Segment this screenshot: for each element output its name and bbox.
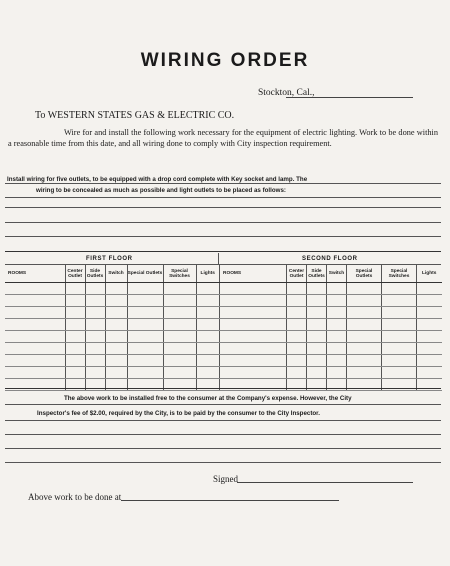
table-row[interactable] [220,367,442,379]
notes-line-1[interactable] [5,434,441,435]
table-row[interactable] [5,319,219,331]
table-row[interactable] [5,295,219,307]
first-floor-title: FIRST FLOOR [86,256,133,262]
special-outlets-header: Special Outlets [347,265,382,283]
placement-line-3[interactable] [5,222,441,223]
side-outlets-header: Side Outlets [85,265,105,283]
table-row[interactable] [5,367,219,379]
center-outlet-header: Center Outlet [287,265,307,283]
side-outlets-header: Side Outlets [307,265,327,283]
placement-line-1[interactable] [5,197,441,198]
done-at-label: Above work to be done at [28,492,122,502]
table-row[interactable] [220,331,442,343]
conceal-note: wiring to be concealed as much as possible and light outlets to be placed as follows: [36,187,286,194]
rule [5,420,441,421]
placement-line-4[interactable] [5,236,441,237]
switch-header: Switch [105,265,127,283]
placement-line-2[interactable] [5,207,441,208]
install-note: Install wiring for five outlets, to be equipped with a drop cord complete with Key socket and lamp. The [7,176,308,183]
rooms-header: ROOMS [5,265,65,283]
table-row[interactable] [220,355,442,367]
instructions-paragraph [8,127,438,149]
notes-line-2[interactable] [5,448,441,449]
table-row[interactable] [5,283,219,295]
form-title: WIRING ORDER [140,50,310,71]
signature-field[interactable] [237,482,413,483]
date-field[interactable] [286,97,413,98]
instructions-text: Wire for and install the following work necessary for the equipment of electric lighting. Work to be done within a reasonable time from this date, and all wiring done to comply with City inspection requirement. [8,128,438,148]
special-switches-header: Special Switches [163,265,196,283]
table-row[interactable] [5,331,219,343]
table-header-row [5,265,219,283]
table-bottom-rule [5,388,441,389]
second-floor-table [219,265,442,391]
fee-note: Inspector's fee of $2.00, required by the City, is to be paid by the consumer to the City Inspector. [37,410,320,417]
table-row[interactable] [220,343,442,355]
addressee: To WESTERN STATES GAS & ELECTRIC CO. [35,110,235,121]
table-row[interactable] [5,343,219,355]
switch-header: Switch [327,265,347,283]
special-switches-header: Special Switches [382,265,417,283]
table-row[interactable] [220,319,442,331]
notes-line-3[interactable] [5,462,441,463]
signed-label: Signed [213,474,239,484]
table-header-row [220,265,442,283]
rule [5,404,441,405]
done-at-field[interactable] [121,500,339,501]
rule [5,183,441,184]
table-row[interactable] [5,307,219,319]
place-date-label: Stockton, Cal., [258,88,315,98]
lights-header: Lights [417,265,442,283]
second-floor-title: SECOND FLOOR [302,256,358,262]
table-top-rule [5,251,441,252]
table-row[interactable] [220,307,442,319]
rooms-header: ROOMS [220,265,287,283]
lights-header: Lights [196,265,219,283]
first-floor-table [5,265,219,391]
table-row[interactable] [220,295,442,307]
table-row[interactable] [220,283,442,295]
center-outlet-header: Center Outlet [65,265,85,283]
table-row[interactable] [5,355,219,367]
special-outlets-header: Special Outlets [127,265,163,283]
expense-note: The above work to be installed free to the consumer at the Company's expense. However, the City [64,395,352,402]
